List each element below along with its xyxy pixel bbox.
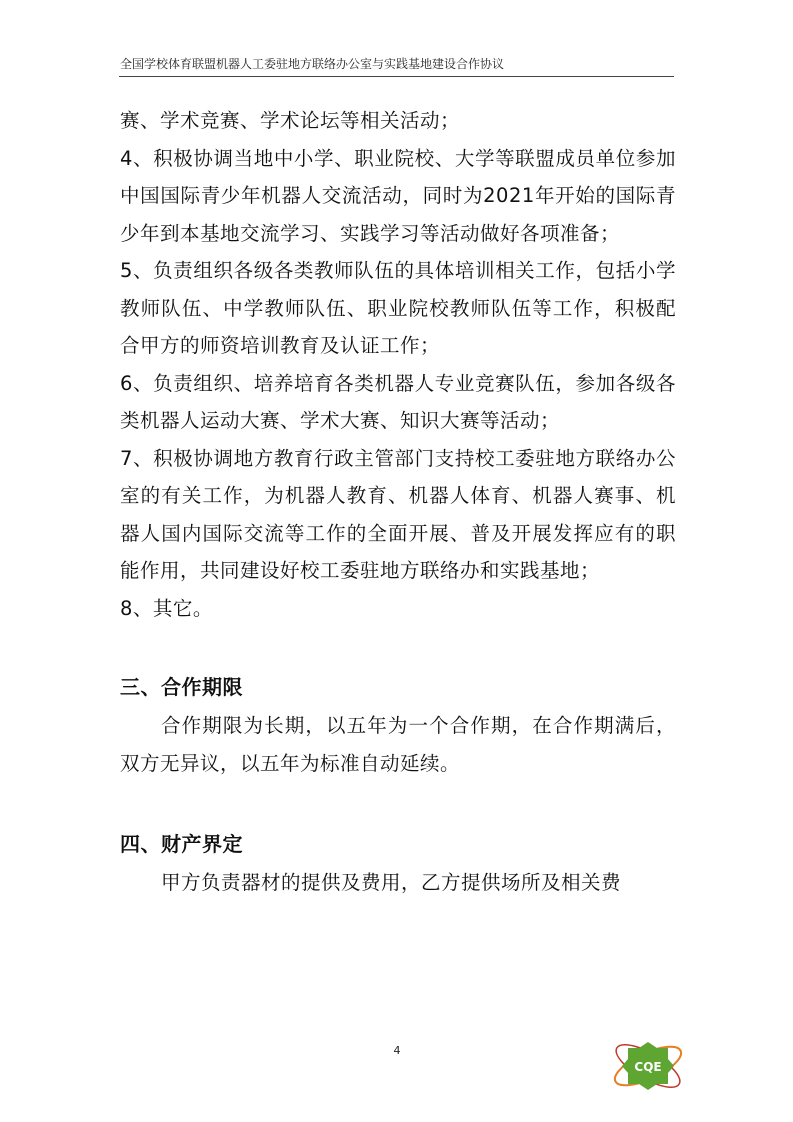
logo-text: CQE [634, 1060, 662, 1074]
spacer [120, 627, 676, 667]
page-number: 4 [393, 1044, 401, 1057]
document-body [120, 102, 676, 902]
paragraph-continued: 赛、学术竞赛、学术论坛等相关活动； [120, 109, 461, 132]
list-item-6: 6、负责组织、培养培育各类机器人专业竞赛队伍，参加各级各类机器人运动大赛、学术大赛、知识大赛等活动； [120, 371, 676, 432]
cqe-logo-icon [608, 1028, 688, 1100]
list-item-5: 5、负责组织各级各类教师队伍的具体培训相关工作，包括小学教师队伍、中学教师队伍、职业院校教师队伍等工作，积极配合甲方的师资培训教育及认证工作； [120, 259, 676, 357]
section-heading-term: 三、合作期限 [120, 675, 243, 699]
running-header: 全国学校体育联盟机器人工委驻地方联络办公室与实践基地建设合作协议 [120, 57, 505, 71]
section-term-text: 合作期限为长期，以五年为一个合作期，在合作期满后，双方无异议，以五年为标准自动延续。 [120, 714, 676, 775]
list-item-8: 8、其它。 [120, 596, 213, 620]
section-heading-property: 四、财产界定 [120, 832, 243, 856]
header-divider [119, 76, 674, 77]
list-item-4: 4、积极协调当地中小学、职业院校、大学等联盟成员单位参加中国国际青少年机器人交流活动，同时为2021年开始的国际青少年到本基地交流学习、实践学习等活动做好各项准备； [120, 146, 676, 245]
section-property-text: 甲方负责器材的提供及费用，乙方提供场所及相关费 [161, 871, 622, 894]
list-item-7: 7、积极协调地方教育行政主管部门支持校工委驻地方联络办公室的有关工作，为机器人教育、机器人体育、机器人赛事、机器人国内国际交流等工作的全面开展、普及开展发挥应有的职能作用，共同建设好校工委驻地方联络办和实践基地； [120, 446, 676, 582]
spacer [120, 782, 676, 824]
